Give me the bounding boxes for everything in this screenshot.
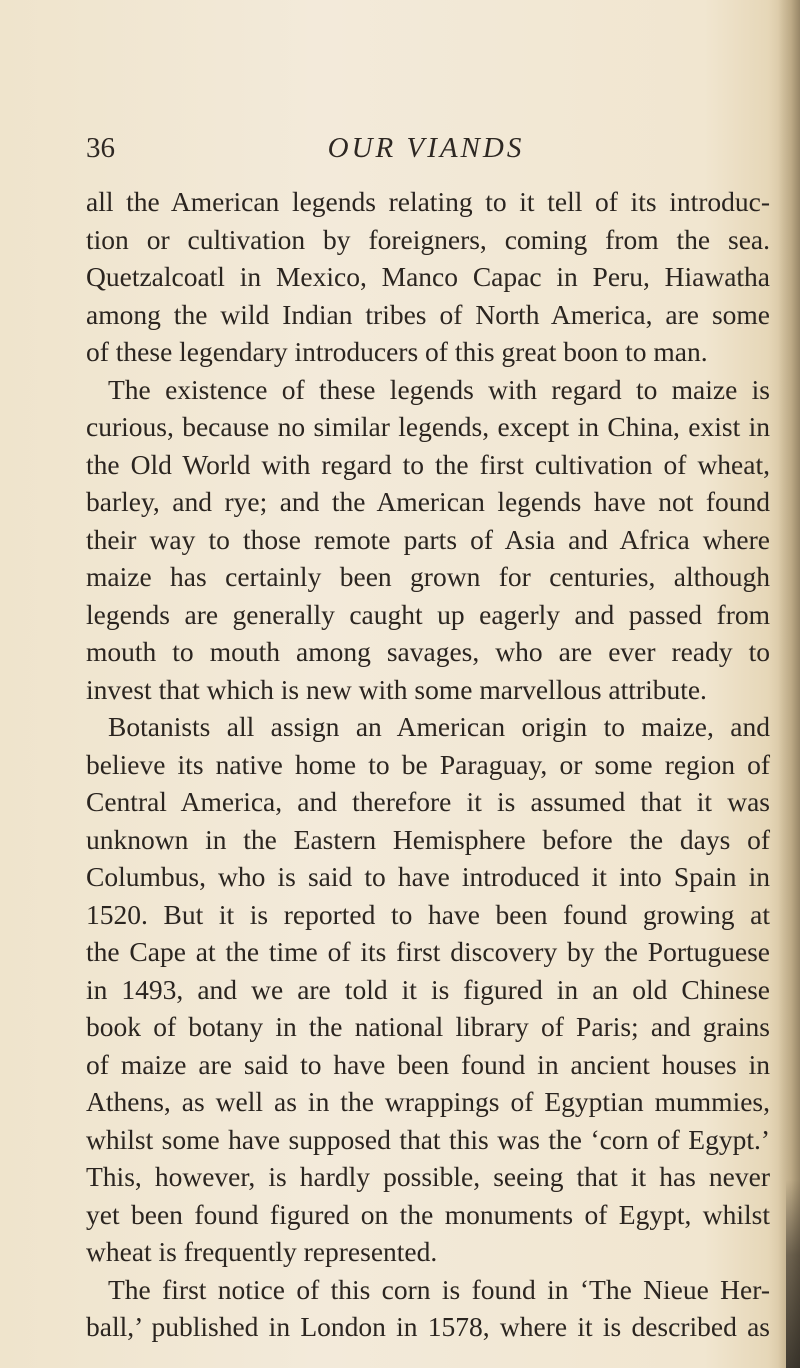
page-number: 36 <box>86 132 115 164</box>
text-line: believe its native home to be Paraguay, or some region of <box>86 748 770 780</box>
text-line: of maize are said to have been found in ancient houses in <box>86 1048 770 1080</box>
text-line: the Old World with regard to the first cultivation of wheat, <box>86 448 770 480</box>
text-line: book of botany in the national library of Paris; and grains <box>86 1011 770 1042</box>
text-line: ball,’ published in London in 1578, where it is described as <box>86 1311 770 1342</box>
body-text <box>86 183 770 1346</box>
text-line: legends are generally caught up eagerly and passed from <box>86 598 770 630</box>
text-line: The existence of these legends with regard to maize is <box>108 373 770 405</box>
text-line: maize has certainly been grown for centuries, although <box>86 561 770 592</box>
text-line: tion or cultivation by foreigners, coming from the sea. <box>86 223 770 255</box>
text-line: of these legendary introducers of this great boon to man. <box>86 336 708 367</box>
text-line: The first notice of this corn is found in ‘The Nieue Her- <box>108 1273 770 1305</box>
text-line: unknown in the Eastern Hemisphere before the days of <box>86 823 770 855</box>
text-line: in 1493, and we are told it is figured in an old Chinese <box>86 973 770 1005</box>
text-line: Athens, as well as in the wrappings of Egyptian mummies, <box>86 1086 770 1117</box>
text-line: their way to those remote parts of Asia and Africa where <box>86 523 770 555</box>
text-line: whilst some have supposed that this was the ‘corn of Egypt.’ <box>86 1123 770 1155</box>
text-line: the Cape at the time of its first discovery by the Portuguese <box>86 936 770 967</box>
text-line: wheat is frequently represented. <box>86 1236 438 1267</box>
text-line: mouth to mouth among savages, who are ever ready to <box>86 636 770 667</box>
text-line: Quetzalcoatl in Mexico, Manco Capac in Peru, Hiawatha <box>86 261 770 292</box>
text-line: invest that which is new with some marvellous attribute. <box>86 673 707 705</box>
text-line: This, however, is hardly possible, seeing that it has never <box>86 1161 770 1192</box>
text-line: all the American legends relating to it tell of its introduc- <box>86 186 770 217</box>
text-line: Columbus, who is said to have introduced it into Spain in <box>86 861 770 892</box>
page-edge-shadow <box>778 0 800 1368</box>
text-line: barley, and rye; and the American legends have not found <box>86 486 770 517</box>
text-line: Central America, and therefore it is assumed that it was <box>86 786 770 817</box>
running-title: OUR VIANDS <box>327 132 525 164</box>
text-line: Botanists all assign an American origin to maize, and <box>108 711 770 742</box>
text-line: curious, because no similar legends, except in China, exist in <box>86 411 770 442</box>
text-line: among the wild Indian tribes of North America, are some <box>86 298 770 330</box>
text-line: 1520. But it is reported to have been found growing at <box>86 898 770 930</box>
page-edge-binding-shadow <box>786 1180 800 1368</box>
page-header <box>86 128 766 168</box>
text-line: yet been found figured on the monuments of Egypt, whilst <box>86 1198 770 1230</box>
